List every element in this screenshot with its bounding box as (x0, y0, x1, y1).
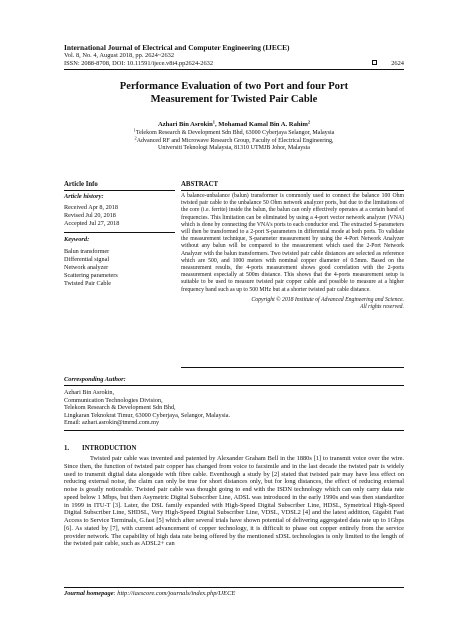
author-2-affil: 2 (307, 119, 311, 125)
keyword-item: Differential signal (64, 256, 110, 264)
copyright-line-2: All rights reserved. (359, 304, 404, 311)
affiliations (64, 127, 404, 153)
keyword-item: Twisted Pair Cable (64, 279, 111, 287)
corresponding-name: Azhari Bin Asrokin, (64, 389, 115, 396)
abstract-bottom-rule (181, 367, 404, 368)
author-separator: , (214, 121, 219, 128)
corresponding-rule (64, 385, 404, 386)
article-info-heading: Article Info (64, 181, 175, 191)
issn-doi: ISSN: 2088-8708, DOI: 10.11591/ijece.v8i4.pp2624-2632 (64, 60, 214, 67)
corresponding-address: Lingkaran Teknokrat Timur, 63000 Cyberjaya, Selangor, Malaysia. (64, 411, 230, 419)
page-number: 2624 (391, 60, 404, 67)
section-number: 1. (64, 445, 70, 452)
square-box-icon (372, 60, 377, 65)
history-revised: Revised Jul 20, 2018 (64, 211, 116, 219)
paper-title (64, 80, 404, 106)
article-history-heading: Article history: (64, 193, 104, 200)
introduction-text: Twisted pair cable was invented and patented by Alexander Graham Bell in the 1880s [1] to transmit voice over the wire. Since then, the function of twisted pair copper has changed from voice to facsimile and in the last decade the twisted pair is widely used to transmit digital data alongside with fibre cable. Eventhough a study by [2] stated that twisted pair may have less effect on reducing external noise, the claim can only be true for short distances only, but for long distances, the effect of reducing external noise is greatly noticeable. Twisted pair cable was thought going to end with the ISDN technology which can only carry data rate speed below 1 Mbps, but then Asymetric Digital Subscriber Line, ADSL was introduced in the early 1990s and was then standardize in 1999 in ITU-T [3]. Later, the DSL family expanded with High-Speed Digital Subscriber Line, HDSL, Symetrical High-Speed Digital Subscriber Line, SHDSL, Very High-Speed Digital Subscriber Line, VDSL, VDSL2 [4] and the latest addition, Gigabit Fast Access to Service Terminals, G.fast [5] which after several trials have shown potential of delivering aggregated data rate up to 1Gbps [6]. As stated by [7], with current advancement of copper technology, it is difficult to phase out copper entirely from the service provider network. The capability of high data rate being offered by the mentioned xDSL technologies is only limited to the length of the twisted pair cable, such as ADSL2+ can (64, 455, 404, 548)
copyright-notice (181, 294, 404, 311)
corresponding-heading: Corresponding Author: (64, 376, 126, 383)
homepage-label: Journal homepage (64, 590, 114, 597)
page-number-block (372, 60, 404, 68)
affiliation-2-text: Advanced RF and Microwave Research Group, Faculty of Electrical Engineering, (136, 137, 334, 144)
keyword-item: Network analyzer (64, 263, 109, 271)
footer-rule (64, 587, 404, 588)
article-history (64, 201, 175, 232)
abstract-text: A balance-unbalance (balun) transformer is commonly used to connect the balance 100 Ohm twisted pair cable to the unbalance 50 Ohm network analyzer ports, but due to the limitations of the core (i.e. ferrite) inside the balun, the balun can only effectively operates at a certain band of frequencies. This limitation can be eliminated by using a 4-port vector network analyzer (VNA) which is done by connecting the VNA's ports to each conductor end. The extracted S-parameters will then be transformed to a 2-port S-parameters in differential mode at both ports. To validate the measurement technique, S-parameter measurement by using the 4-Port Network Analyzer without any balun will be compared to the measurement which used the 2-Port Network Analyzer with the balun transformers. Two twisted pair cable distances are selected as reference which are 500, and 1000 meters with nominal copper diameter of 0.5mm. Based on the measurement results, the 4-ports measurement shows good correlation with the 2-ports measurement especially at 500m distance. This shows that the 4-ports measurement setup is suitable to be used to measure twisted pair copper cable and possible to measure at a higher frequency band such as up to 500 MHz but at a shorter twisted pair cable distance. (181, 193, 404, 293)
journal-footer (64, 590, 404, 598)
corresponding-company: Telekom Research & Development Sdn Bhd, (64, 404, 176, 412)
section-title: INTRODUCTION (82, 445, 137, 452)
author-2: Mohamad Kamal Bin A. Rahim (218, 121, 308, 128)
affiliation-2 (64, 135, 404, 146)
history-received: Received Apr 8, 2018 (64, 204, 118, 211)
affiliation-2-cont: Universiti Teknologi Malaysia, 81310 UTMJB Johor, Malaysia (158, 145, 310, 152)
journal-name: International Journal of Electrical and Computer Engineering (IJECE) (64, 43, 290, 52)
homepage-url[interactable]: : http://iaescore.com/journals/index.php/IJECE (113, 590, 236, 597)
abstract-section (181, 181, 404, 311)
copyright-line-1: Copyright © 2018 Institute of Advanced Engineering and Science. (251, 296, 404, 303)
corresponding-email: Email: azhari.asrokin@tmrnd.com.my (64, 419, 160, 427)
journal-volume: Vol. 8, No. 4, August 2018, pp. 2624~2632 (64, 52, 175, 59)
keyword-list (64, 244, 175, 287)
introduction-heading (64, 445, 404, 453)
keyword-item: Scattering parameters (64, 271, 118, 279)
article-info (64, 181, 175, 287)
history-accepted: Accepted Jul 27, 2018 (64, 219, 120, 227)
corresponding-bottom-rule (64, 430, 404, 431)
header-rule (64, 69, 404, 70)
issn-row (64, 60, 404, 68)
title-line-1: Performance Evaluation of two Port and four Port (119, 81, 349, 92)
author-1: Azhari Bin Asrokin (157, 121, 213, 128)
affiliation-2-mark: 2 (134, 135, 137, 141)
corresponding-division: Communication Technologies Division, (64, 396, 163, 404)
journal-header (64, 43, 404, 60)
keyword-heading: Keyword: (64, 236, 90, 244)
author-1-affil: 1 (212, 119, 215, 125)
corresponding-author (64, 376, 404, 427)
affiliation-1-text: Telekom Research & Development Sdn Bhd, 63000 Cyberjaya Selangor, Malaysia (135, 130, 335, 136)
author-list (64, 121, 404, 129)
affiliation-1-mark: 1 (133, 127, 136, 133)
keyword-item: Balun transformer (64, 248, 110, 256)
abstract-heading: ABSTRACT (181, 181, 404, 191)
title-line-2: Measurement for Twisted Pair Cable (150, 94, 318, 105)
